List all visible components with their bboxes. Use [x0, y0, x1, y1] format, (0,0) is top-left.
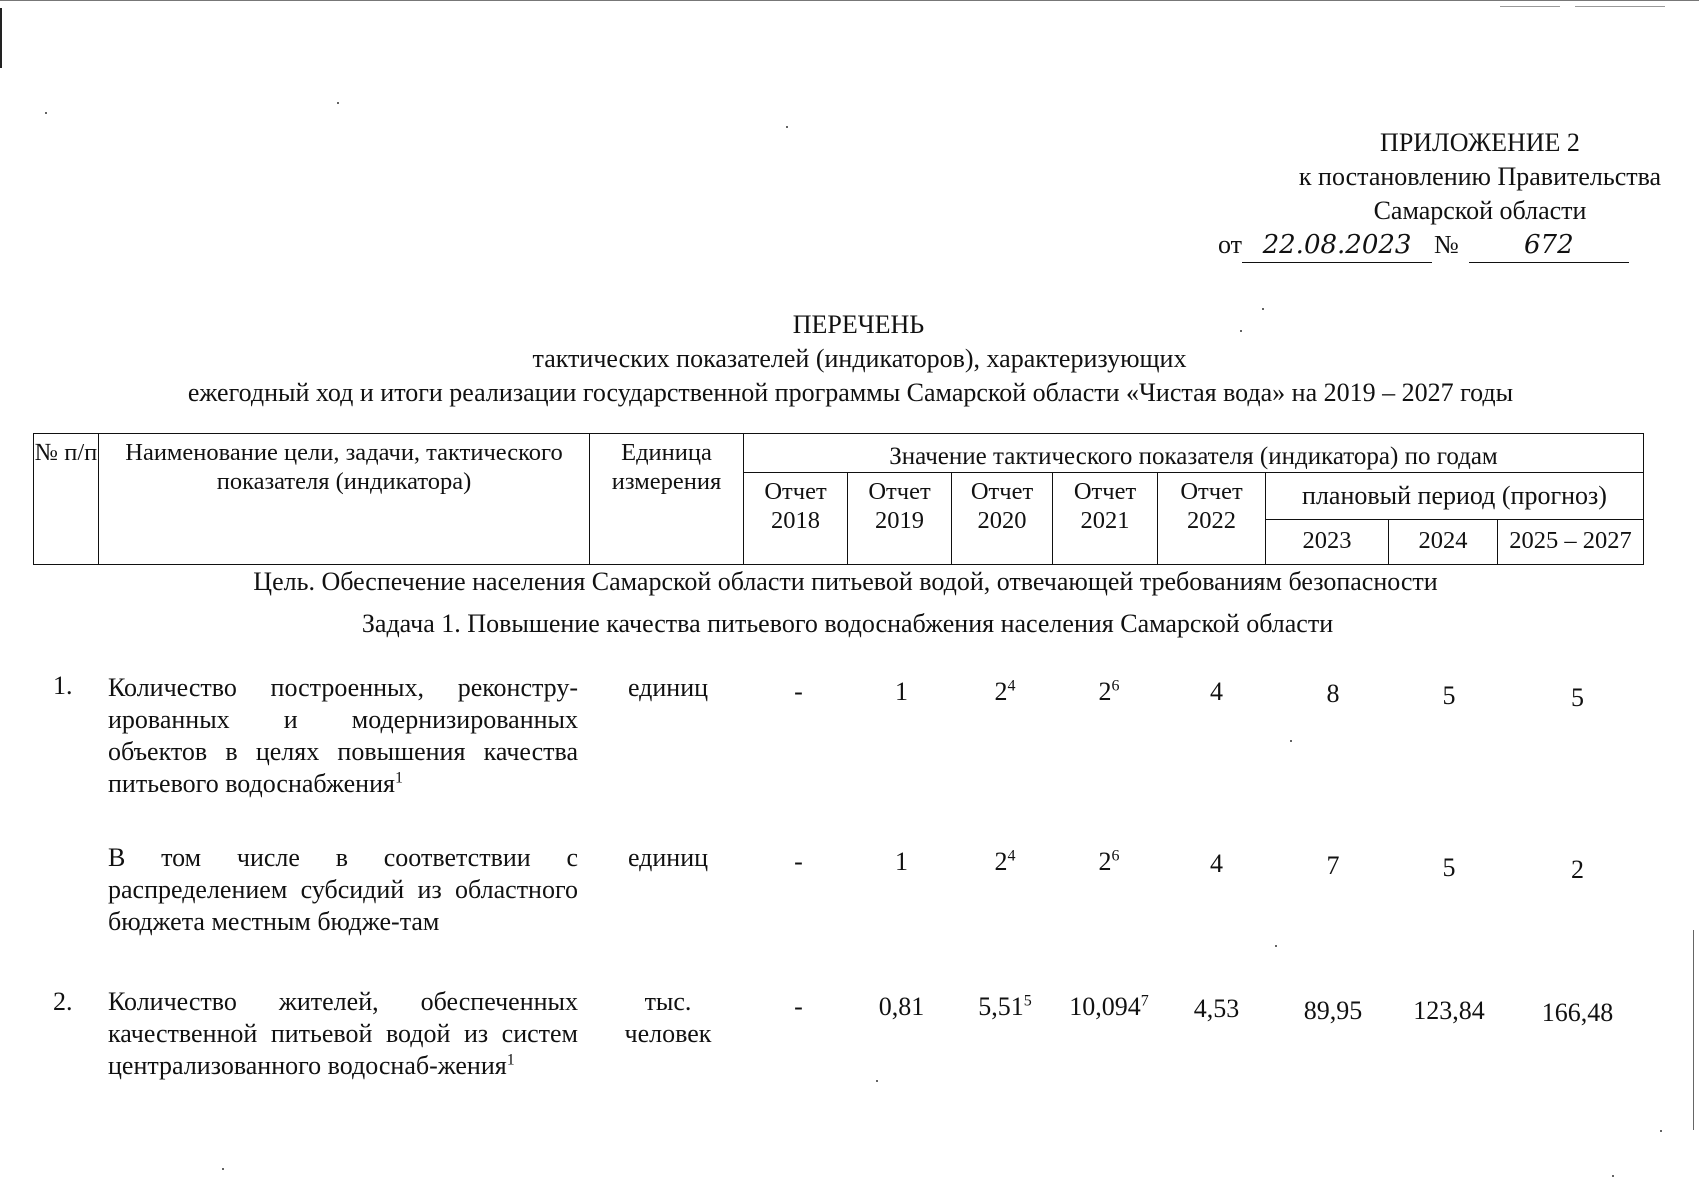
appendix-line-3: Самарской области [1373, 196, 1587, 225]
header-report-2019: Отчет 2019 [848, 473, 952, 565]
scan-speck [786, 126, 788, 128]
value-2022: 4 [1210, 849, 1223, 878]
title-heading: ПЕРЕЧЕНЬ [792, 310, 925, 339]
scan-speck [1290, 740, 1292, 742]
header-plan-2024: 2024 [1389, 520, 1498, 565]
goal-line: Цель. Обеспечение населения Самарской области питьевой водой, отвечающей требованиям безопасности [253, 567, 1438, 596]
header-report-2020: Отчет 2020 [952, 473, 1053, 565]
value-2024: 5 [1442, 853, 1456, 882]
value-2023: 89,95 [1303, 996, 1363, 1025]
value-2018: - [794, 677, 803, 706]
header-plan-2025-2027: 2025 – 2027 [1498, 520, 1644, 565]
scan-speck [876, 1080, 878, 1082]
header-report-2022: Отчет 2022 [1158, 473, 1266, 565]
value-2018: - [794, 847, 803, 876]
value-2021: $2^6$ [1098, 847, 1120, 876]
scan-speck [222, 1168, 224, 1170]
title-line-3: ежегодный ход и итоги реализации государственной программы Самарской области «Чистая вода» на 2019 – 2027 годы [187, 378, 1514, 407]
scan-speck [1275, 945, 1277, 947]
appendix-block [1220, 126, 1699, 263]
appendix-line-2: к постановлению Правительства [1298, 162, 1662, 191]
scan-speck [1612, 1175, 1614, 1177]
appendix-title: ПРИЛОЖЕНИЕ 2 [1380, 128, 1580, 157]
header-plan-group: плановый период (прогноз) [1266, 473, 1644, 520]
indicator-table-header [33, 433, 1644, 565]
scan-speck [337, 102, 339, 104]
value-2025-2027: 5 [1571, 683, 1584, 712]
appendix-date-line [1218, 228, 1699, 263]
row-unit: единиц [627, 843, 709, 872]
row-unit: тыс. человек [624, 987, 712, 1048]
scan-speck [45, 112, 47, 114]
value-2019: 1 [895, 677, 908, 706]
handwritten-number: 672 [1469, 228, 1629, 263]
number-sign: № [1434, 230, 1459, 259]
header-report-2021: Отчет 2021 [1053, 473, 1158, 565]
document-title [0, 308, 1699, 410]
value-2023: 8 [1326, 679, 1340, 708]
from-prefix: от [1218, 230, 1243, 259]
value-2019: 0,81 [878, 992, 925, 1021]
scan-speck [1660, 1130, 1662, 1132]
header-values-group: Значение тактического показателя (индикатора) по годам [744, 434, 1644, 473]
value-2022: 4,53 [1193, 994, 1240, 1023]
scan-top-edge [0, 0, 1699, 1]
scan-rule [1575, 6, 1665, 7]
scan-speck [1240, 330, 1242, 332]
value-2019: 1 [895, 847, 908, 876]
row-name: В том числе в соответствии с распределением субсидий из областного бюджета местным бюдже-там [108, 843, 578, 936]
row-number: 1. [53, 671, 73, 700]
row-name: Количество построенных, реконстру-ированных и модернизированных объектов в целях повышения качества питьевого водоснабжения$^1$ [108, 673, 578, 798]
scan-right-edge [1693, 930, 1694, 1130]
value-2021: 10,094$^7$ [1069, 992, 1149, 1021]
row-unit: единиц [627, 673, 709, 702]
header-num: № п/п [34, 434, 99, 565]
header-name: Наименование цели, задачи, тактического показателя (индикатора) [99, 434, 590, 565]
value-2025-2027: 166,48 [1541, 998, 1614, 1027]
scan-speck [1262, 308, 1264, 310]
value-2024: 123,84 [1413, 996, 1485, 1025]
value-2025-2027: 2 [1571, 855, 1584, 884]
value-2021: $2^6$ [1098, 677, 1120, 706]
value-2022: 4 [1210, 677, 1223, 706]
scan-left-mark [0, 8, 2, 68]
title-line-2: тактических показателей (индикаторов), характеризующих [532, 344, 1187, 373]
value-2018: - [794, 992, 803, 1021]
value-2023: 7 [1326, 851, 1340, 880]
header-plan-2023: 2023 [1266, 520, 1389, 565]
handwritten-date: 22.08.2023 [1242, 228, 1432, 263]
value-2020: $2^4$ [994, 677, 1016, 706]
header-report-2018: Отчет 2018 [744, 473, 848, 565]
value-2020: 5,51$^5$ [978, 992, 1032, 1021]
task-line: Задача 1. Повышение качества питьевого водоснабжения населения Самарской области [361, 609, 1334, 638]
row-number: 2. [53, 987, 73, 1016]
header-unit: Единица измерения [590, 434, 744, 565]
value-2024: 5 [1442, 681, 1456, 710]
value-2020: $2^4$ [994, 847, 1016, 876]
row-name: Количество жителей, обеспеченных качественной питьевой водой из систем централизованного водоснаб-жения$^1$ [108, 987, 578, 1080]
scan-rule [1500, 6, 1560, 7]
